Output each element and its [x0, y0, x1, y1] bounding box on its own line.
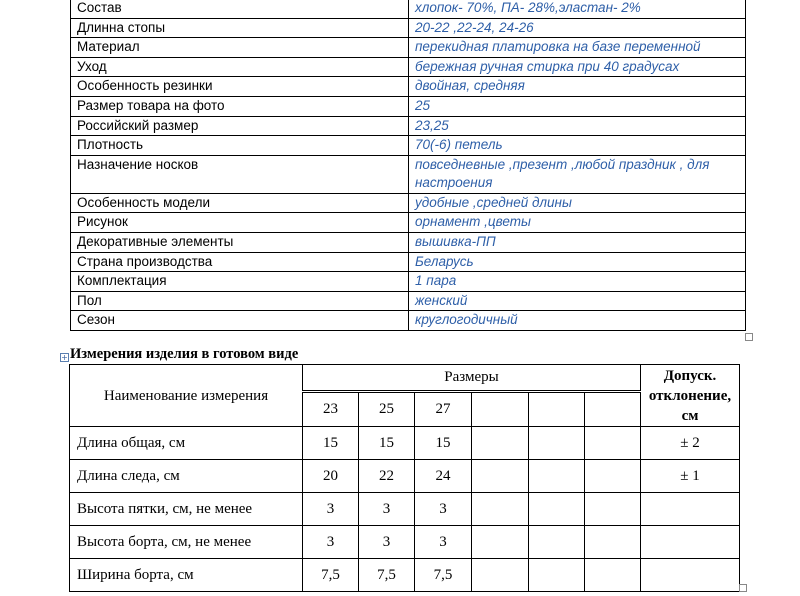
measurement-value — [585, 526, 641, 559]
measurement-tolerance: ± 2 — [641, 427, 740, 460]
size-header: 27 — [415, 392, 472, 427]
measurements-heading: Измерения изделия в готовом виде — [70, 346, 299, 362]
spec-value: бережная ручная стирка при 40 градусах — [409, 57, 746, 77]
spec-row — [71, 18, 746, 38]
spec-row — [71, 291, 746, 311]
size-header: 25 — [359, 392, 415, 427]
spec-row — [71, 38, 746, 58]
table-move-icon[interactable]: + — [61, 353, 68, 362]
measurements-table-body — [70, 365, 740, 592]
spec-row — [71, 0, 746, 18]
spec-value: женский — [409, 291, 746, 311]
spec-key: Сезон — [71, 311, 409, 331]
measurement-value — [472, 493, 529, 526]
measurement-value: 7,5 — [303, 559, 359, 592]
spec-key: Материал — [71, 38, 409, 58]
spec-key: Страна производства — [71, 252, 409, 272]
measurement-value — [529, 460, 585, 493]
spec-value: 20-22 ,22-24, 24-26 — [409, 18, 746, 38]
spec-value: вышивка-ПП — [409, 232, 746, 252]
spec-key: Плотность — [71, 136, 409, 156]
measurement-value — [529, 427, 585, 460]
spec-value: Беларусь — [409, 252, 746, 272]
measurement-value — [585, 460, 641, 493]
measurement-value: 3 — [415, 493, 472, 526]
measurement-tolerance — [641, 559, 740, 592]
measurement-row — [70, 493, 740, 526]
header-sizes: Размеры — [303, 365, 641, 392]
measurement-tolerance — [641, 526, 740, 559]
spec-key: Комплектация — [71, 272, 409, 292]
spec-row — [71, 272, 746, 292]
spec-row — [71, 77, 746, 97]
spec-key: Пол — [71, 291, 409, 311]
measurement-value — [472, 559, 529, 592]
header-tolerance: Допуск. отклонение, см — [641, 365, 740, 427]
spec-row — [71, 311, 746, 331]
spec-value: 23,25 — [409, 116, 746, 136]
measurement-value — [472, 526, 529, 559]
measurement-row — [70, 559, 740, 592]
table-resize-handle-2[interactable] — [739, 584, 747, 592]
spec-key: Рисунок — [71, 213, 409, 233]
header-measure-name: Наименование измерения — [70, 365, 303, 427]
spec-row — [71, 116, 746, 136]
measurement-value — [529, 493, 585, 526]
spec-table-body — [71, 0, 746, 330]
measurement-row — [70, 526, 740, 559]
spec-key: Российский размер — [71, 116, 409, 136]
spec-row — [71, 96, 746, 116]
measurement-value — [529, 526, 585, 559]
spec-row — [71, 57, 746, 77]
measurement-name: Высота борта, см, не менее — [70, 526, 303, 559]
product-spec-table — [70, 0, 746, 331]
measurement-value — [585, 493, 641, 526]
spec-row — [71, 213, 746, 233]
spec-value: перекидная платировка на базе переменной — [409, 38, 746, 58]
measurement-name: Ширина борта, см — [70, 559, 303, 592]
measurement-value: 3 — [415, 526, 472, 559]
size-header: 23 — [303, 392, 359, 427]
spec-value: повседневные ,презент ,любой праздник , для настроения — [409, 155, 746, 193]
size-header — [529, 392, 585, 427]
measurement-value: 15 — [303, 427, 359, 460]
spec-value: 1 пара — [409, 272, 746, 292]
spec-key: Особенность резинки — [71, 77, 409, 97]
spec-row — [71, 155, 746, 193]
measurement-value: 3 — [303, 526, 359, 559]
spec-value: хлопок- 70%, ПА- 28%,эластан- 2% — [409, 0, 746, 18]
measurement-tolerance: ± 1 — [641, 460, 740, 493]
measurement-name: Высота пятки, см, не менее — [70, 493, 303, 526]
spec-key: Назначение носков — [71, 155, 409, 193]
spec-key: Длинна стопы — [71, 18, 409, 38]
measurement-name: Длина общая, см — [70, 427, 303, 460]
spec-key: Уход — [71, 57, 409, 77]
measurement-value: 22 — [359, 460, 415, 493]
measurement-row — [70, 460, 740, 493]
spec-value: орнамент ,цветы — [409, 213, 746, 233]
spec-row — [71, 232, 746, 252]
measurement-value — [472, 427, 529, 460]
measurement-value — [529, 559, 585, 592]
spec-value: круглогодичный — [409, 311, 746, 331]
spec-key: Состав — [71, 0, 409, 18]
spec-value: двойная, средняя — [409, 77, 746, 97]
measurement-value: 3 — [359, 526, 415, 559]
measurement-value — [585, 427, 641, 460]
spec-row — [71, 252, 746, 272]
spec-key: Декоративные элементы — [71, 232, 409, 252]
measurement-value: 24 — [415, 460, 472, 493]
spec-key: Размер товара на фото — [71, 96, 409, 116]
measurement-value: 7,5 — [415, 559, 472, 592]
spec-key: Особенность модели — [71, 193, 409, 213]
measurement-value: 3 — [303, 493, 359, 526]
size-header — [585, 392, 641, 427]
size-header — [472, 392, 529, 427]
measurement-row — [70, 427, 740, 460]
measurement-value: 15 — [415, 427, 472, 460]
spec-row — [71, 193, 746, 213]
measurement-tolerance — [641, 493, 740, 526]
spec-value: удобные ,средней длины — [409, 193, 746, 213]
spec-value: 25 — [409, 96, 746, 116]
measurement-value — [472, 460, 529, 493]
measurement-value — [585, 559, 641, 592]
measurement-value: 3 — [359, 493, 415, 526]
measurements-table — [69, 364, 740, 592]
measurement-value: 20 — [303, 460, 359, 493]
spec-value: 70(-6) петель — [409, 136, 746, 156]
spec-row — [71, 136, 746, 156]
measurement-value: 15 — [359, 427, 415, 460]
table-resize-handle[interactable] — [745, 333, 753, 341]
measurement-name: Длина следа, см — [70, 460, 303, 493]
measurement-value: 7,5 — [359, 559, 415, 592]
